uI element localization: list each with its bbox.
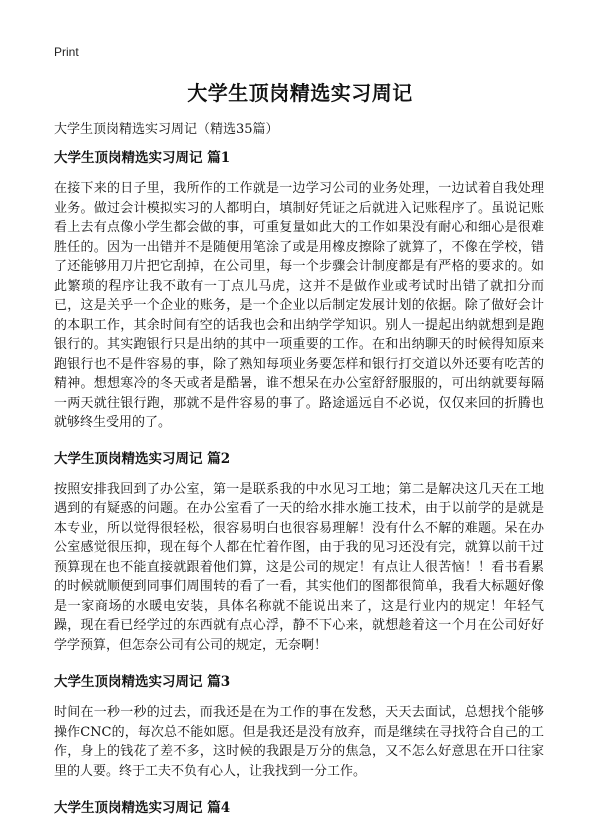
section-2 [54, 450, 544, 656]
section-3 [54, 673, 544, 781]
document-subtitle: 大学生顶岗精选实习周记（精选35篇） [54, 122, 279, 137]
section-4 [54, 799, 544, 817]
section-body: 按照安排我回到了办公室，第一是联系我的中水见习工地；第二是解决这几天在工地遇到的有疑惑的问题。在办公室看了一天的给水排水施工技术，由于以前学的是就是本专业，所以觉得很轻松，很容易明白也很容易理解！没有什么不解的难题。呆在办公室感觉很压抑，现在每个人都在忙着作图，由于我的见习还没有完，就算以前干过预算现在也不能直接就跟着他们算，这是公司的规定！有点让人很苦恼！！看书看累的时候就顺便到同事们周围转的看了一看，其实他们的图都很简单，我看大标题好像是一家商场的水暖电安装，具体名称就不能说出来了，这是行业内的规定！年轻气躁，现在看已经学过的东西就有点心浮，静不下心来，就想趁着这一个月在公司好好学学预算，但怎奈公司有公司的规定，无奈啊！ [54, 481, 544, 653]
section-1 [54, 149, 544, 433]
print-link[interactable]: Print [54, 45, 79, 59]
section-heading: 大学生顶岗精选实习周记 篇1 [54, 150, 231, 166]
section-heading: 大学生顶岗精选实习周记 篇2 [54, 450, 231, 467]
page-title: 大学生顶岗精选实习周记 [187, 81, 413, 105]
document-content [54, 149, 544, 829]
section-body: 时间在一秒一秒的过去，而我还是在为工作的事在发愁，天天去面试，总想找个能够操作CNC的，每次总不能如愿。但是我还是没有放弃，而是继续在寻找符合自己的工作，身上的钱花了差不多，这时候的我跟是万分的焦急，又不怎么好意思在开口往家里的人要。终于工夫不负有心人，让我找到一分工作。 [54, 705, 544, 779]
section-heading: 大学生顶岗精选实习周记 篇3 [54, 674, 231, 690]
section-body: 在接下来的日子里，我所作的工作就是一边学习公司的业务处理，一边试着自我处理业务。做过会计模拟实习的人都明白，填制好凭证之后就进入记账程序了。虽说记账看上去有点像小学生都会做的事，可重复量如此大的工作如果没有耐心和细心是很难胜任的。因为一出错并不是随便用笔涂了或是用橡皮擦除了就算了，不像在学校，错了还能够用刀片把它刮掉，在公司里，每一个步骤会计制度都是有严格的要求的。如此繁琐的程序让我不敢有一丁点儿马虎，这并不是做作业或考试时出错了就扣分而已，这是关乎一个企业的账务，是一个企业以后制定发展计划的依据。除了做好会计的本职工作，其余时间有空的话我也会和出纳学学知识。别人一提起出纳就想到是跑银行的。其实跑银行只是出纳的其中一项重要的工作。在和出纳聊天的时候得知原来跑银行也不是件容易的事，除了熟知每项业务要怎样和银行打交道以外还要有吃苦的精神。想想寒冷的冬天或者是酷暑，谁不想呆在办公室舒舒服服的，可出纳就要每隔一两天就往银行跑，那就不是件容易的事了。路途遥远自不必说，仅仅来回的折腾也就够终生受用的了。 [54, 181, 544, 430]
section-heading: 大学生顶岗精选实习周记 篇4 [54, 800, 231, 816]
